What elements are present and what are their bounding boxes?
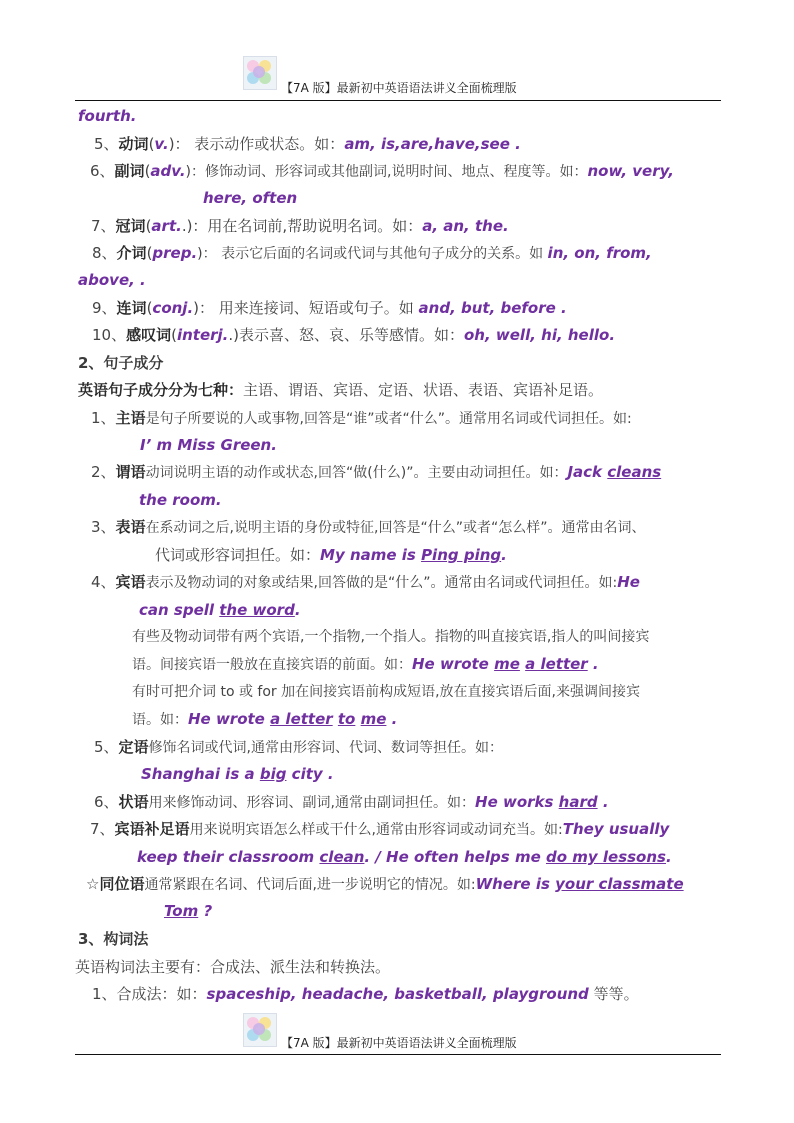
example: the room. (139, 491, 222, 509)
term: 副词 (114, 162, 145, 180)
text-line (91, 408, 632, 429)
text: 等等。 (588, 985, 639, 1003)
example: . (665, 848, 672, 866)
term: 同位语 (99, 875, 145, 893)
text-line (78, 270, 146, 290)
example: a, an, the. (422, 217, 509, 235)
text: 表示及物动词的对象或结果,回答做的是“什么”。通常由名词或代词担任。如: (145, 575, 618, 591)
example: in, on, from, (547, 244, 652, 262)
example-underlined: clean (319, 848, 365, 866)
text: ( (146, 299, 153, 317)
text: ( (145, 217, 152, 235)
example: My name is (320, 546, 422, 564)
example: city . (286, 765, 334, 783)
text: 用来说明宾语怎么样或干什么,通常由形容词或动词充当。如: (189, 822, 563, 838)
text: 是句子所要说的人或事物,回答是“谁”或者“什么”。通常用名词或代词担任。如: (145, 411, 632, 427)
text-line (90, 819, 669, 840)
text-line (92, 298, 567, 318)
star-icon: ☆ (86, 875, 100, 893)
text-line (91, 517, 645, 538)
example: ? (198, 902, 213, 920)
example-underlined: to (337, 710, 356, 728)
footer-title: 【7A 版】最新初中英语语法讲义全面梳理版 (281, 1036, 517, 1050)
text: 语。如： (132, 712, 188, 728)
example-underlined: me (494, 655, 520, 673)
example: now, very, (587, 162, 674, 180)
example: He wrote (412, 655, 495, 673)
number: 2、 (91, 463, 116, 481)
text: 语。间接宾语一般放在直接宾语的前面。如： (132, 657, 412, 673)
text-line (92, 325, 615, 345)
text: .)：用在名词前,帮助说明名词。如： (181, 217, 423, 235)
example: . / He often helps me (364, 848, 546, 866)
text: ( (171, 326, 177, 344)
text: 主语、谓语、宾语、定语、状语、表语、宾语补足语。 (243, 381, 604, 399)
text: 在系动词之后,说明主语的身份或特征,回答是“什么”或者“怎么样”。通常由名词、 (145, 520, 646, 536)
example: above, . (78, 271, 146, 289)
example-underlined: the word (219, 601, 295, 619)
number: 9、 (92, 299, 117, 317)
term: 动词 (118, 135, 149, 153)
example: I’ m Miss Green. (140, 436, 277, 454)
example: Shanghai is a (141, 765, 260, 783)
term: 宾语补足语 (114, 820, 190, 838)
example: oh, well, hi, hello. (464, 326, 616, 344)
text-line (90, 161, 674, 182)
section-heading: 2、句子成分 (78, 354, 164, 372)
number: 3、 (91, 518, 116, 536)
term: 英语句子成分分为七种： (78, 381, 244, 399)
section-heading: 3、构词法 (78, 930, 149, 948)
example: They usually (562, 820, 670, 838)
example: spaceship, headache, basketball, playground (206, 985, 589, 1003)
text-line (164, 901, 212, 921)
number: 5、 (94, 135, 119, 153)
example: . (294, 601, 301, 619)
text: 用来修饰动词、形容词、副词,通常由副词担任。如： (148, 795, 476, 811)
example: . (587, 655, 599, 673)
example: He wrote (188, 710, 271, 728)
text-line (94, 792, 609, 813)
term: 介词 (116, 244, 147, 262)
example: He (617, 573, 640, 591)
example-underlined: cleans (607, 463, 662, 481)
example-underlined: a letter (525, 655, 588, 673)
text: )： 用来连接词、短语或句子。如 (193, 299, 419, 317)
term: 主语 (115, 409, 146, 427)
flower-logo-icon (243, 56, 277, 90)
text: )： 表示动作或状态。如： (168, 135, 345, 153)
example: fourth. (78, 107, 137, 125)
text-line (92, 243, 652, 264)
example: and, but, before . (418, 299, 567, 317)
text-line (78, 106, 136, 126)
text-line: 英语构词法主要有：合成法、派生法和转换法。 (75, 958, 391, 976)
term: 定语 (118, 738, 149, 756)
text-line (141, 764, 334, 784)
text-line (137, 847, 672, 867)
header-title: 【7A 版】最新初中英语语法讲义全面梳理版 (281, 81, 517, 95)
number: 5、 (94, 738, 119, 756)
header-rule (75, 100, 721, 101)
text: ( (146, 244, 153, 262)
example: Jack (567, 463, 608, 481)
example-underlined: Ping ping (421, 546, 502, 564)
term: 冠词 (115, 217, 146, 235)
text: 代词或形容词担任。如： (155, 546, 321, 564)
abbreviation: art. (151, 217, 182, 235)
flower-logo-icon (243, 1013, 277, 1047)
number: 7、 (90, 820, 115, 838)
text-line (132, 709, 397, 730)
example-underlined: big (259, 765, 287, 783)
example: . (597, 793, 609, 811)
text: 动词说明主语的动作或状态,回答“做(什么)”。主要由动词担任。如： (145, 465, 568, 481)
text-line (92, 984, 639, 1004)
number: 1、 (91, 409, 116, 427)
text: ( (144, 162, 151, 180)
abbreviation: v. (154, 135, 169, 153)
text-line (86, 874, 684, 895)
text: )：修饰动词、形容词或其他副词,说明时间、地点、程度等。如： (185, 164, 588, 180)
example-underlined: your classmate (555, 875, 684, 893)
term: 表语 (115, 518, 146, 536)
text-line: 有时可把介词 to 或 for 加在间接宾语前构成短语,放在直接宾语后面,来强调间接宾 (132, 684, 641, 700)
text-line (94, 737, 503, 758)
text: ( (148, 135, 155, 153)
term: 感叹词 (126, 326, 172, 344)
term: 状语 (118, 793, 149, 811)
number: 4、 (91, 573, 116, 591)
text-line (132, 654, 599, 675)
text-line (91, 572, 640, 593)
abbreviation: interj. (176, 326, 229, 344)
text-line (140, 435, 277, 455)
text: 通常紧跟在名词、代词后面,进一步说明它的情况。如: (144, 877, 476, 893)
example: Where is (475, 875, 556, 893)
text-line (139, 600, 301, 620)
term: 宾语 (115, 573, 146, 591)
term: 连词 (116, 299, 147, 317)
example-underlined: a letter (270, 710, 333, 728)
number: 10、 (92, 326, 127, 344)
text: 1、合成法：如： (92, 985, 207, 1003)
example: He works (475, 793, 559, 811)
example-underlined: me (360, 710, 387, 728)
example: here, often (203, 189, 298, 207)
text-line (91, 462, 661, 483)
number: 7、 (91, 217, 116, 235)
number: 6、 (90, 162, 115, 180)
text-line: 有些及物动词带有两个宾语,一个指物,一个指人。指物的叫直接宾语,指人的叫间接宾 (132, 629, 650, 645)
abbreviation: adv. (150, 162, 186, 180)
text-line (94, 134, 521, 154)
example: keep their classroom (137, 848, 320, 866)
text: .)表示喜、怒、哀、乐等感情。如： (228, 326, 464, 344)
text-line (203, 188, 297, 208)
term: 谓语 (115, 463, 146, 481)
text-line (78, 380, 603, 400)
example-underlined: Tom (164, 902, 199, 920)
abbreviation: conj. (152, 299, 194, 317)
abbreviation: prep. (152, 244, 198, 262)
footer-rule (75, 1054, 721, 1055)
text: 修饰名词或代词,通常由形容词、代词、数词等担任。如： (148, 740, 504, 756)
text-line (91, 216, 509, 236)
page-footer (75, 1013, 721, 1050)
example-underlined: hard (558, 793, 598, 811)
example: . (386, 710, 398, 728)
number: 6、 (94, 793, 119, 811)
example: can spell (139, 601, 220, 619)
example-underlined: do my lessons (545, 848, 666, 866)
number: 8、 (92, 244, 117, 262)
page-header (75, 56, 721, 95)
text: )： 表示它后面的名词或代词与其他句子成分的关系。如 (197, 246, 548, 262)
text-line (139, 490, 222, 510)
example: am, is,are,have,see . (344, 135, 521, 153)
text-line: 代词或形容词担任。如：My name is Ping ping. (155, 546, 507, 564)
